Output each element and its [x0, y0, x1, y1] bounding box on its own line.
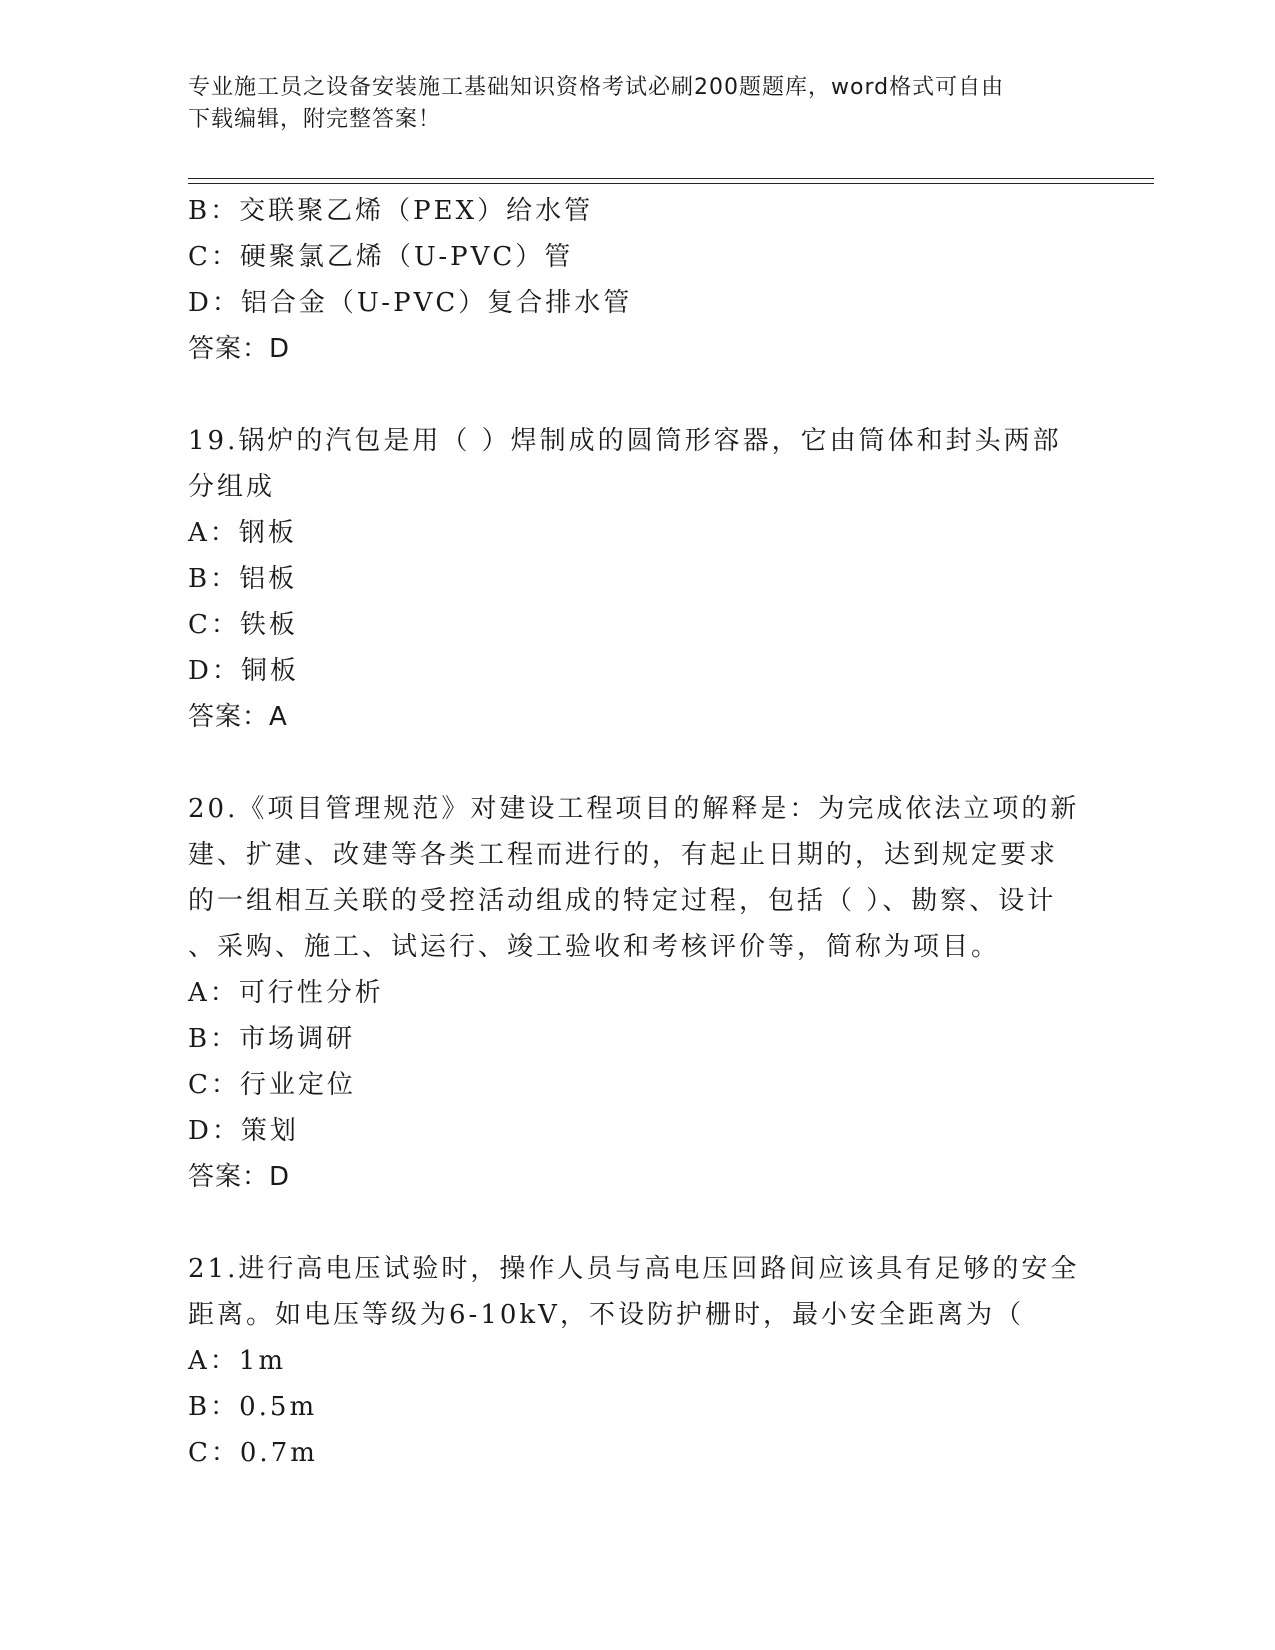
question-text-line: 、采购、施工、试运行、竣工验收和考核评价等，简称为项目。 [188, 932, 1001, 962]
option-c: C：0.7m [188, 1438, 318, 1468]
question-text-line: 21.进行高电压试验时，操作人员与高电压回路间应该具有足够的安全 [188, 1254, 1080, 1284]
question-19 [188, 418, 1088, 740]
question-18-continued [188, 188, 1088, 372]
question-text-line: 距离。如电压等级为6-10kV，不设防护栅时，最小安全距离为（ [188, 1300, 1024, 1330]
option-c: C：铁板 [188, 610, 298, 640]
option-c: C：硬聚氯乙烯（U-PVC）管 [188, 242, 574, 272]
option-c: C：行业定位 [188, 1070, 356, 1100]
question-text-line: 的一组相互关联的受控活动组成的特定过程，包括（ ）、勘察、设计 [188, 886, 1057, 916]
document-body [188, 188, 1088, 1476]
question-20 [188, 786, 1088, 1200]
header-line-1: 专业施工员之设备安装施工基础知识资格考试必刷200题题库，word格式可自由 [188, 75, 1005, 100]
header-rule-top [188, 178, 1154, 179]
question-text-line: 分组成 [188, 472, 276, 502]
option-d: D：铜板 [188, 656, 299, 686]
answer-line: 答案：D [188, 1162, 291, 1192]
answer-line: 答案：D [188, 334, 291, 364]
spacer [188, 1200, 1088, 1246]
option-b: B：铝板 [188, 564, 298, 594]
header-line-2: 下载编辑，附完整答案！ [188, 107, 442, 132]
option-b: B：市场调研 [188, 1024, 356, 1054]
spacer [188, 372, 1088, 418]
answer-line: 答案：A [188, 702, 288, 732]
question-21 [188, 1246, 1088, 1476]
spacer [188, 740, 1088, 786]
option-a: A：钢板 [188, 518, 297, 548]
question-text-line: 20.《项目管理规范》对建设工程项目的解释是：为完成依法立项的新 [188, 794, 1080, 824]
option-d: D：策划 [188, 1116, 299, 1146]
option-a: A：1m [188, 1346, 286, 1376]
option-d: D：铝合金（U-PVC）复合排水管 [188, 288, 633, 318]
option-a: A：可行性分析 [188, 978, 384, 1008]
question-text-line: 建、扩建、改建等各类工程而进行的，有起止日期的，达到规定要求 [188, 840, 1059, 870]
document-header [188, 72, 1088, 136]
option-b: B：交联聚乙烯（PEX）给水管 [188, 196, 594, 226]
header-rule-bottom [188, 183, 1154, 184]
question-text-line: 19.锅炉的汽包是用（ ）焊制成的圆筒形容器，它由筒体和封头两部 [188, 426, 1062, 456]
option-b: B：0.5m [188, 1392, 318, 1422]
